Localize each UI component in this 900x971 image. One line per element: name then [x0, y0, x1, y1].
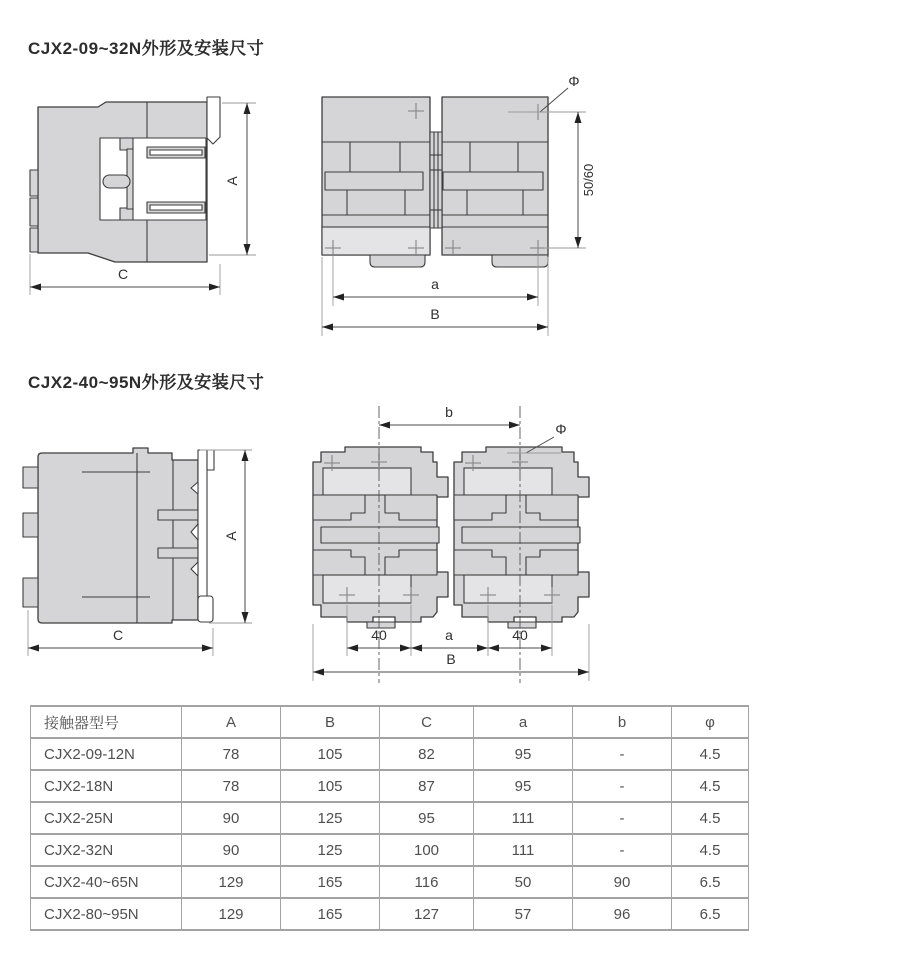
cell-model: CJX2-18N: [31, 770, 182, 802]
table-row: [31, 770, 749, 802]
dim-label-A: A: [224, 176, 240, 186]
cell-a: 111: [474, 834, 573, 866]
cell-phi: 4.5: [672, 770, 749, 802]
col-header-phi: φ: [672, 706, 749, 738]
cell-b: -: [573, 834, 672, 866]
dim-label-A: A: [223, 531, 239, 541]
contactor-side-outline: [30, 97, 220, 262]
dim-label-a: a: [431, 276, 439, 292]
cell-phi: 4.5: [672, 738, 749, 770]
dim-label-40-right: 40: [512, 627, 528, 643]
col-header-model: 接触器型号: [31, 706, 182, 738]
cell-b: -: [573, 738, 672, 770]
cell-A: 90: [182, 802, 281, 834]
dim-label-C: C: [112, 627, 124, 643]
cell-B: 125: [281, 834, 380, 866]
cell-a: 57: [474, 898, 573, 930]
cell-A: 129: [182, 898, 281, 930]
table-row: [31, 834, 749, 866]
cell-model: CJX2-80~95N: [31, 898, 182, 930]
cell-b: -: [573, 802, 672, 834]
cell-model: CJX2-40~65N: [31, 866, 182, 898]
cell-C: 95: [380, 802, 474, 834]
cell-C: 100: [380, 834, 474, 866]
col-header-a: a: [474, 706, 573, 738]
cell-b: -: [573, 770, 672, 802]
contactor-unit-left: [313, 447, 448, 628]
dim-label-C: C: [117, 266, 129, 282]
cell-model: CJX2-32N: [31, 834, 182, 866]
dimension-table: [30, 705, 749, 931]
cell-A: 90: [182, 834, 281, 866]
cell-C: 87: [380, 770, 474, 802]
dim-label-a: a: [445, 627, 453, 643]
cell-C: 116: [380, 866, 474, 898]
small-contactor-side-view: [26, 86, 261, 301]
dim-50-60: [544, 112, 596, 248]
small-contactor-front-view: [306, 60, 606, 350]
table-row: [31, 866, 749, 898]
cell-a: 50: [474, 866, 573, 898]
col-header-A: A: [182, 706, 281, 738]
cell-A: 129: [182, 866, 281, 898]
cell-a: 111: [474, 802, 573, 834]
cell-A: 78: [182, 738, 281, 770]
cell-model: CJX2-09-12N: [31, 738, 182, 770]
cell-phi: 4.5: [672, 802, 749, 834]
col-header-C: C: [380, 706, 474, 738]
dim-label-b: b: [445, 404, 453, 420]
dim-label-B: B: [446, 651, 456, 667]
col-header-b: b: [573, 706, 672, 738]
section1-title: CJX2-09~32N外形及安装尺寸: [28, 39, 265, 58]
cell-a: 95: [474, 738, 573, 770]
dim-label-50-60: 50/60: [581, 163, 596, 197]
cell-B: 105: [281, 738, 380, 770]
large-contactor-side-view: [18, 424, 258, 674]
cell-phi: 6.5: [672, 866, 749, 898]
dim-label-phi: Φ: [568, 73, 580, 89]
cell-B: 105: [281, 770, 380, 802]
large-contactor-front-view: [303, 390, 615, 690]
cell-B: 125: [281, 802, 380, 834]
cell-B: 165: [281, 898, 380, 930]
cell-a: 95: [474, 770, 573, 802]
col-header-B: B: [281, 706, 380, 738]
section2-title: CJX2-40~95N外形及安装尺寸: [28, 373, 265, 392]
dim-label-40-left: 40: [371, 627, 387, 643]
cell-A: 78: [182, 770, 281, 802]
cell-C: 127: [380, 898, 474, 930]
table-row: [31, 738, 749, 770]
cell-phi: 6.5: [672, 898, 749, 930]
cell-model: CJX2-25N: [31, 802, 182, 834]
cell-b: 96: [573, 898, 672, 930]
cell-B: 165: [281, 866, 380, 898]
table-header-row: [31, 706, 749, 738]
dim-label-B: B: [430, 306, 440, 322]
table-row: [31, 802, 749, 834]
contactor-side-outline: [23, 448, 214, 623]
contactor-front-bodies: [322, 97, 548, 267]
cell-C: 82: [380, 738, 474, 770]
dim-b: [379, 404, 520, 425]
contactor-unit-right: [454, 447, 589, 628]
cell-phi: 4.5: [672, 834, 749, 866]
cell-b: 90: [573, 866, 672, 898]
dim-label-phi: Φ: [555, 421, 567, 437]
table-row: [31, 898, 749, 930]
